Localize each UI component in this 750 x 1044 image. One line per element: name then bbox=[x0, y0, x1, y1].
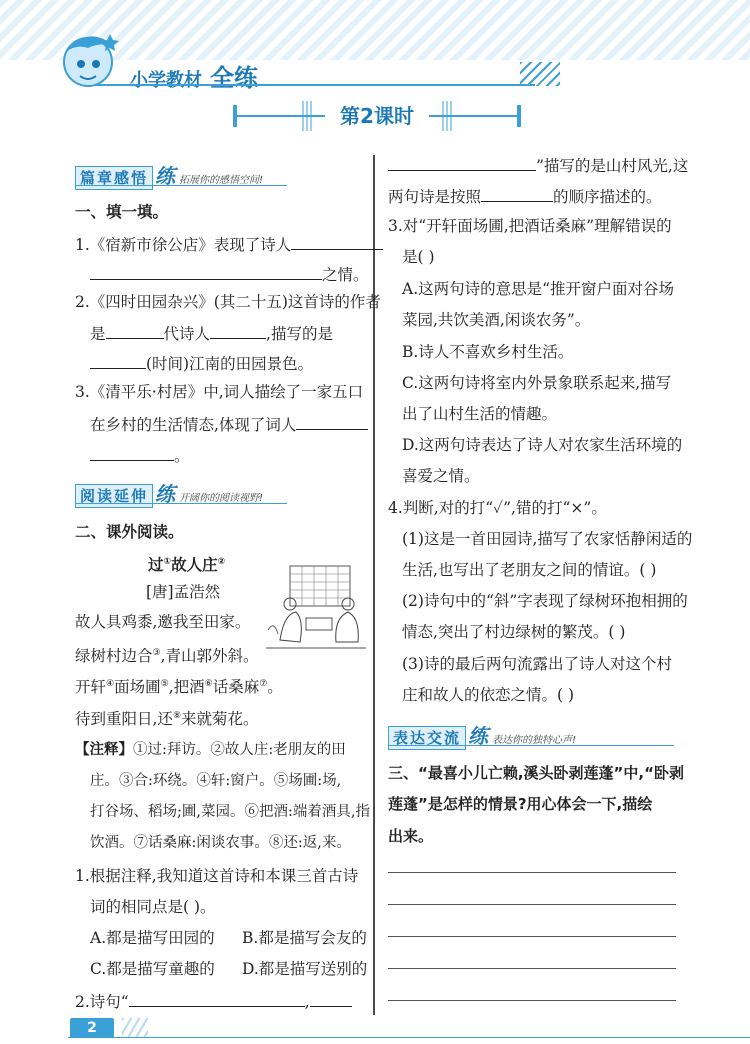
r3-option-d-line2: 喜爱之情。 bbox=[402, 467, 480, 485]
section-banner-comprehension bbox=[75, 160, 287, 186]
banner-lian: 练 bbox=[155, 164, 176, 188]
poem-text: 来就菊花。 bbox=[181, 710, 259, 729]
notes-line-3: 打谷场、稻场;圃,菜园。⑥把酒:端着酒具,指 bbox=[90, 804, 370, 820]
poem-line-3 bbox=[75, 674, 283, 697]
poem-text: ,把酒 bbox=[168, 678, 205, 697]
q2-text: 代诗人 bbox=[163, 325, 211, 343]
footnote-mark: ⑧ bbox=[172, 711, 182, 721]
poem-illustration bbox=[264, 560, 368, 652]
q3-line2 bbox=[90, 413, 368, 435]
banner-rule bbox=[75, 185, 287, 186]
answer-blank[interactable] bbox=[296, 413, 368, 430]
notes-line-2: 庄。③合:环绕。④轩:窗户。⑤场圃:场, bbox=[90, 773, 342, 789]
q1-text: 1.《宿新市徐公店》表现了诗人 bbox=[75, 236, 292, 254]
poem-line-1: 故人具鸡黍,邀我至田家。 bbox=[75, 613, 251, 631]
poem-text: 话桑麻 bbox=[212, 678, 260, 697]
footer-rule bbox=[68, 1037, 750, 1038]
answer-blank[interactable] bbox=[388, 154, 536, 171]
poem-text: 开轩 bbox=[75, 678, 107, 697]
banner-subtitle: 开阔你的阅读视野! bbox=[179, 493, 264, 504]
r2-text: 2.诗句“ bbox=[75, 993, 129, 1011]
q3-line3 bbox=[90, 444, 190, 466]
notes-line-4: 饮酒。⑦话桑麻:闲谈农事。⑧还:返,来。 bbox=[90, 835, 351, 851]
r2-text: 两句诗是按照 bbox=[388, 188, 482, 206]
banner-subtitle: 拓展你的感悟空间! bbox=[179, 175, 264, 186]
footnote-mark: ⑦ bbox=[259, 679, 268, 689]
answer-writing-line[interactable] bbox=[388, 1000, 676, 1001]
r3-option-c-line2: 出了山村生活的情趣。 bbox=[402, 405, 558, 423]
q2-line1: 2.《四时田园杂兴》(其二十五)这首诗的作者 bbox=[75, 293, 381, 311]
q3-text: 在乡村的生活情态,体现了词人 bbox=[90, 416, 297, 434]
r2-text: 的顺序描述的。 bbox=[553, 188, 662, 206]
brand-title bbox=[130, 58, 258, 93]
answer-blank[interactable] bbox=[291, 233, 383, 250]
r3-option-b[interactable]: B.诗人不喜欢乡村生活。 bbox=[402, 343, 574, 361]
answer-blank[interactable] bbox=[90, 352, 146, 369]
column-divider bbox=[373, 155, 375, 1015]
poem-text: ,青山郭外斜。 bbox=[160, 647, 259, 666]
section-banner-reading bbox=[75, 478, 287, 504]
footnote-mark: ⑥ bbox=[204, 679, 213, 689]
notes-label: 【注释】 bbox=[75, 742, 133, 758]
poem-title bbox=[148, 552, 225, 575]
notes-text: ①过:拜访。②故人庄:老朋友的田 bbox=[133, 742, 346, 758]
footnote-mark: ② bbox=[217, 557, 226, 567]
header-rule bbox=[95, 84, 535, 86]
answer-blank[interactable] bbox=[210, 322, 266, 339]
answer-writing-line[interactable] bbox=[388, 872, 676, 873]
answer-writing-line[interactable] bbox=[388, 968, 676, 969]
answer-writing-line[interactable] bbox=[388, 904, 676, 905]
judge-3-line2[interactable]: 庄和故人的依恋之情。( ) bbox=[402, 686, 575, 704]
header-decor-stripes bbox=[520, 62, 560, 86]
r4-title: 4.判断,对的打“✓”,错的打“×”。 bbox=[388, 499, 607, 517]
footnote-mark: ③ bbox=[152, 648, 161, 658]
r3-option-a-line1[interactable]: A.这两句诗的意思是“推开窗户面对谷场 bbox=[402, 280, 675, 298]
r2-line1 bbox=[75, 990, 352, 1012]
r1-line1: 1.根据注释,我知道这首诗和本课三首古诗 bbox=[75, 867, 359, 885]
answer-writing-line[interactable] bbox=[388, 936, 676, 937]
q1-line1 bbox=[75, 233, 383, 255]
judge-2-line2[interactable]: 情态,突出了村边绿树的繁茂。( ) bbox=[402, 623, 626, 641]
footnote-mark: ④ bbox=[106, 679, 115, 689]
answer-blank[interactable] bbox=[90, 263, 322, 280]
section-banner-expression bbox=[388, 720, 674, 746]
r2-line2 bbox=[388, 154, 688, 176]
r1-option-c[interactable]: C.都是描写童趣的 bbox=[90, 960, 215, 978]
answer-blank[interactable] bbox=[310, 990, 352, 1007]
page-number: 2 bbox=[70, 1018, 114, 1038]
poem-line-4 bbox=[75, 706, 259, 729]
fill-section-title: 一、填一填。 bbox=[75, 203, 169, 221]
poem-text: 。 bbox=[267, 678, 283, 697]
r1-option-d[interactable]: D.都是描写送别的 bbox=[242, 960, 368, 978]
poem-text: 面场圃 bbox=[114, 678, 161, 697]
r1-option-b[interactable]: B.都是描写会友的 bbox=[242, 929, 367, 947]
poem-title-text: 过 bbox=[148, 556, 164, 575]
poem-text: 绿树村边合 bbox=[75, 647, 153, 666]
notes-line-1 bbox=[75, 740, 346, 760]
answer-blank[interactable] bbox=[129, 990, 305, 1007]
q2-text: 是 bbox=[90, 325, 106, 343]
r2-text: , bbox=[304, 993, 310, 1011]
banner-lian: 练 bbox=[468, 724, 489, 748]
r2-line3 bbox=[388, 185, 662, 207]
judge-2-line1: (2)诗句中的“斜”字表现了绿树环抱相拥的 bbox=[402, 592, 688, 610]
lesson-title: 第2课时 bbox=[325, 102, 429, 130]
poem-line-2 bbox=[75, 643, 259, 666]
s3-question-line2: 莲蓬”是怎样的情景?用心体会一下,描绘 bbox=[388, 795, 653, 813]
poem-text: 待到重阳日,还 bbox=[75, 710, 173, 729]
judge-1-line1: (1)这是一首田园诗,描写了农家恬静闲适的 bbox=[402, 530, 693, 548]
judge-3-line1: (3)诗的最后两句流露出了诗人对这个村 bbox=[402, 655, 672, 673]
q1-line2 bbox=[90, 263, 369, 285]
r3-line1: 3.对“开轩面场圃,把酒话桑麻”理解错误的 bbox=[388, 217, 672, 235]
r2-text: ”描写的是山村风光,这 bbox=[536, 157, 689, 175]
poem-author: [唐]孟浩然 bbox=[146, 583, 221, 601]
q2-text: (时间)江南的田园景色。 bbox=[146, 355, 314, 373]
answer-blank[interactable] bbox=[106, 322, 164, 339]
r1-line2: 词的相同点是( )。 bbox=[90, 898, 216, 916]
footer-decor-stripes bbox=[122, 1018, 148, 1038]
q3-text: 。 bbox=[174, 447, 190, 465]
brand-text: 小学教材 bbox=[130, 70, 202, 91]
banner-rule bbox=[388, 745, 674, 746]
banner-subtitle: 表达你的独特心声! bbox=[492, 735, 577, 746]
answer-blank[interactable] bbox=[481, 185, 553, 202]
r1-option-a[interactable]: A.都是描写田园的 bbox=[90, 929, 215, 947]
reading-section-title: 二、课外阅读。 bbox=[75, 523, 184, 541]
s3-question-line1: 三、“最喜小儿亡赖,溪头卧剥莲蓬”中,“卧剥 bbox=[388, 764, 684, 782]
banner-lian: 练 bbox=[155, 482, 176, 506]
r3-line2: 是( ) bbox=[402, 248, 435, 266]
s3-question-line3: 出来。 bbox=[388, 827, 434, 845]
q1-text-end: 之情。 bbox=[322, 266, 369, 284]
answer-blank[interactable] bbox=[90, 444, 174, 461]
q2-line2 bbox=[90, 322, 333, 344]
q2-line3 bbox=[90, 352, 313, 374]
footnote-mark: ⑤ bbox=[160, 679, 169, 689]
r3-option-c-line1[interactable]: C.这两句诗将室内外景象联系起来,描写 bbox=[402, 374, 672, 392]
poem-title-text: 故人庄 bbox=[171, 556, 218, 575]
brand-big-text: 全练 bbox=[210, 64, 258, 92]
banner-label: 阅读延伸 bbox=[75, 484, 153, 508]
judge-1-line2[interactable]: 生活,也写出了老朋友之间的情谊。( ) bbox=[402, 561, 657, 579]
r3-option-d-line1[interactable]: D.这两句诗表达了诗人对农家生活环境的 bbox=[402, 436, 683, 454]
q3-line1: 3.《清平乐·村居》中,词人描绘了一家五口 bbox=[75, 383, 364, 401]
banner-rule bbox=[75, 503, 287, 504]
r3-option-a-line2: 菜园,共饮美酒,闲谈农务”。 bbox=[402, 311, 591, 329]
q2-text: ,描写的是 bbox=[266, 325, 333, 343]
banner-label: 表达交流 bbox=[388, 726, 466, 750]
footnote-mark: ① bbox=[163, 557, 172, 567]
banner-label: 篇章感悟 bbox=[75, 166, 153, 190]
